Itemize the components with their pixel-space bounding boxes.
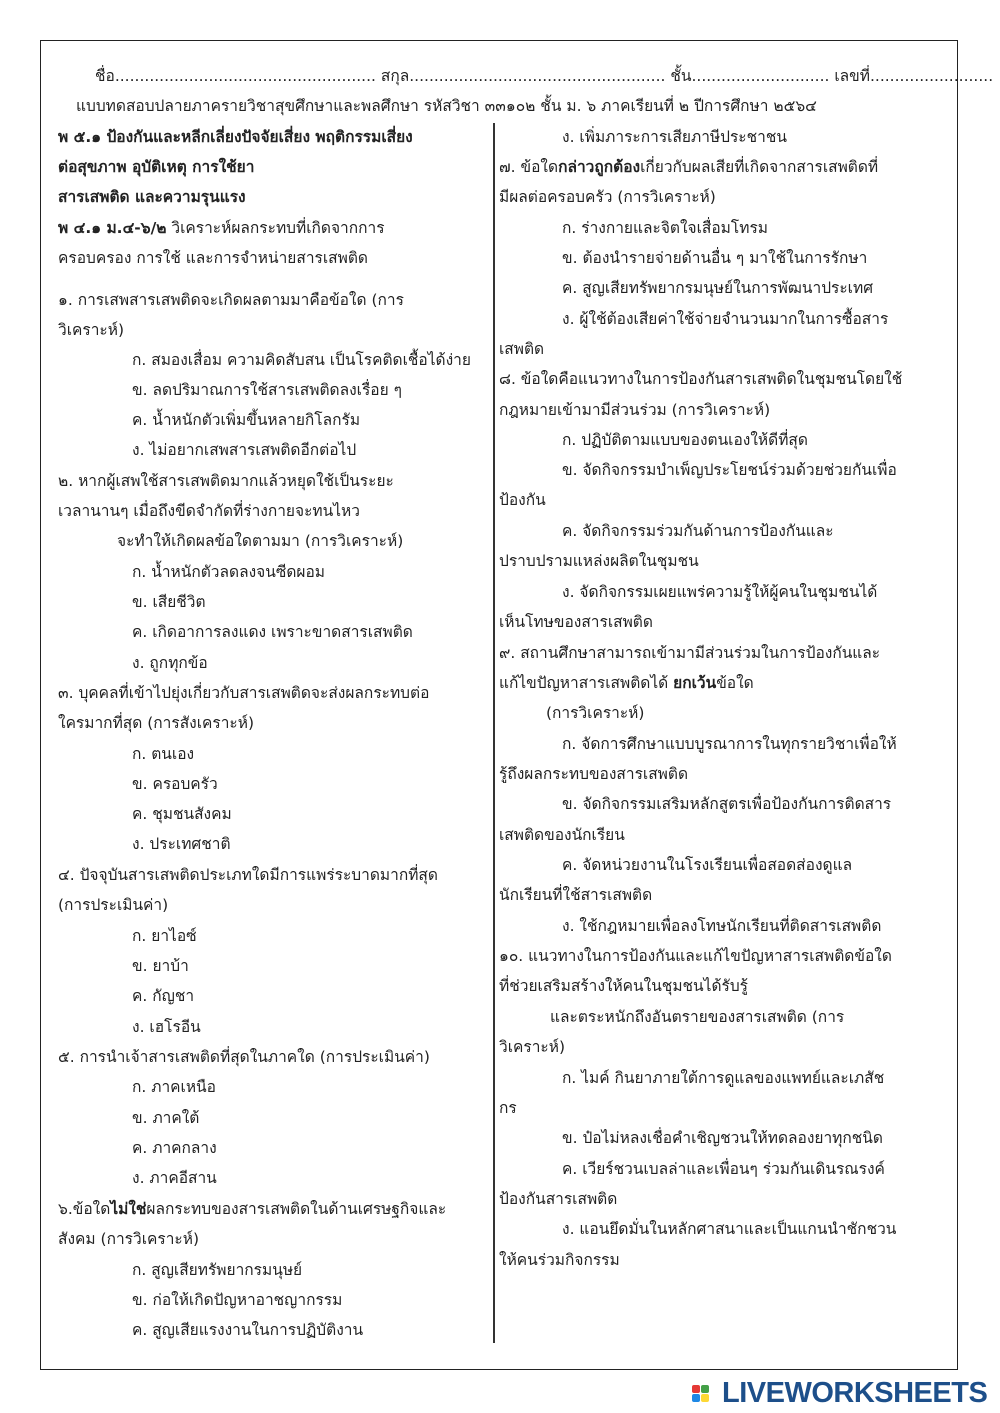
answer-option-wrap: เห็นโทษของสารเสพติด	[499, 613, 653, 631]
answer-option[interactable]: ง. เพิ่มภาระการเสียภาษีประชาชน	[562, 128, 787, 146]
answer-option[interactable]: ค. กัญชา	[132, 987, 195, 1005]
question-line: ที่ช่วยเสริมสร้างให้คนในชุมชนได้รับรู้	[499, 977, 748, 995]
answer-option-wrap: รู้ถึงผลกระทบของสารเสพติด	[499, 765, 689, 783]
question-line: ๑๐. แนวทางในการป้องกันและแก้ไขปัญหาสารเสพติดข้อใด	[499, 947, 892, 965]
question-line: มีผลต่อครอบครัว (การวิเคราะห์)	[499, 188, 716, 206]
answer-option[interactable]: ก. น้ำหนักตัวลดลงจนซีดผอม	[132, 563, 326, 581]
answer-option[interactable]: ง. ถูกทุกข้อ	[132, 654, 208, 672]
answer-option[interactable]: ค. เกิดอาการลงแดง เพราะขาดสารเสพติด	[132, 623, 413, 641]
question-line: วิเคราะห์)	[499, 1038, 565, 1056]
answer-option[interactable]: ข. ลดปริมาณการใช้สารเสพติดลงเรื่อย ๆ	[132, 381, 402, 399]
question-line: และตระหนักถึงอันตรายของสารเสพติด (การ	[550, 1008, 845, 1026]
answer-option[interactable]: ข. จัดกิจกรรมเสริมหลักสูตรเพื่อป้องกันการติดสาร	[562, 795, 892, 813]
q6-suffix: ผลกระทบของสารเสพติดในด้านเศรษฐกิจและ	[146, 1200, 447, 1218]
standard-line-2: ต่อสุขภาพ อุบัติเหตุ การใช้ยา	[58, 158, 255, 176]
liveworksheets-logo[interactable]	[690, 1378, 987, 1408]
question-line: ๔. ปัจจุบันสารเสพติดประเภทใดมีการแพร่ระบาดมากที่สุด	[58, 866, 438, 884]
indicator-code: พ ๔.๑ ม.๔-๖/๒	[58, 219, 167, 237]
answer-option[interactable]: ก. สมองเสื่อม ความคิดสับสน เป็นโรคติดเชื้อได้ง่าย	[132, 351, 471, 369]
answer-option[interactable]: ก. สูญเสียทรัพยากรมนุษย์	[132, 1261, 303, 1279]
answer-option[interactable]: ค. จัดกิจกรรมร่วมกันด้านการป้องกันและ	[562, 522, 834, 540]
indicator-line-2: ครอบครอง การใช้ และการจำหน่ายสารเสพติด	[58, 249, 368, 267]
answer-option[interactable]: ง. เฮโรอีน	[132, 1018, 201, 1036]
answer-option[interactable]: ข. จัดกิจกรรมบำเพ็ญประโยชน์ร่วมด้วยช่วยกันเพื่อ	[562, 461, 897, 479]
standard-line-1: พ ๕.๑ ป้องกันและหลีกเลี่ยงปัจจัยเสี่ยง พฤติกรรมเสี่ยง	[58, 128, 413, 146]
question-line: ๘. ข้อใดคือแนวทางในการป้องกันสารเสพติดในชุมชนโดยใช้	[499, 370, 903, 388]
question-line: เวลานานๆ เมื่อถึงขีดจำกัดที่ร่างกายจะทนไหว	[58, 502, 360, 520]
answer-option-wrap: กร	[499, 1099, 517, 1117]
indicator-line	[58, 218, 385, 238]
answer-option[interactable]: ก. ยาไอซ์	[132, 927, 197, 945]
column-divider	[493, 123, 495, 1343]
q9-suffix: ข้อใด	[716, 674, 754, 692]
answer-option[interactable]: ข. ก่อให้เกิดปัญหาอาชญากรรม	[132, 1291, 343, 1309]
question-line: สังคม (การวิเคราะห์)	[58, 1230, 199, 1248]
answer-option[interactable]: ข. ป๋อไม่หลงเชื่อคำเชิญชวนให้ทดลองยาทุกชนิด	[562, 1129, 883, 1147]
q9-prefix: แก้ไขปัญหาสารเสพติดได้	[499, 674, 674, 692]
question-6	[58, 1199, 446, 1219]
question-line: (การประเมินค่า)	[58, 896, 169, 914]
answer-option[interactable]: ข. ภาคใต้	[132, 1109, 200, 1127]
liveworksheets-logo-text: LIVEWORKSHEETS	[722, 1377, 988, 1409]
answer-option[interactable]: ข. เสียชีวิต	[132, 593, 206, 611]
answer-option[interactable]: ก. ภาคเหนือ	[132, 1078, 216, 1096]
q6-prefix: ๖.ข้อใด	[58, 1200, 111, 1218]
answer-option[interactable]: ค. สูญเสียทรัพยากรมนุษย์ในการพัฒนาประเทศ	[562, 279, 874, 297]
q7-suffix: เกี่ยวกับผลเสียที่เกิดจากสารเสพติดที่	[640, 158, 879, 176]
answer-option[interactable]: ง. แอนยึดมั่นในหลักศาสนาและเป็นแกนนำชักชวน	[562, 1220, 897, 1238]
answer-option[interactable]: ค. เวียร์ชวนเบลล่าและเพื่อนๆ ร่วมกันเดินรณรงค์	[562, 1160, 885, 1178]
answer-option[interactable]: ก. ไมค์ กินยาภายใต้การดูแลของแพทย์และเภสัช	[562, 1069, 885, 1087]
q7-emphasis: กล่าวถูกต้อง	[558, 158, 641, 176]
question-line: (การวิเคราะห์)	[546, 704, 645, 722]
answer-option[interactable]: ข. ยาบ้า	[132, 957, 189, 975]
question-line: ๒. หากผู้เสพใช้สารเสพติดมากแล้วหยุดใช้เป็นระยะ	[58, 472, 394, 490]
answer-option[interactable]: ก. ตนเอง	[132, 745, 195, 763]
answer-option[interactable]: ง. ประเทศชาติ	[132, 835, 231, 853]
student-info-line[interactable]: ชื่อ..................................................... สกุล.................................................... ชั้น............................ เลขที่.........................	[95, 67, 994, 85]
answer-option-wrap: ให้คนร่วมกิจกรรม	[499, 1251, 620, 1269]
answer-option[interactable]: ง. ใช้กฎหมายเพื่อลงโทษนักเรียนที่ติดสารเสพติด	[562, 917, 882, 935]
q6-emphasis: ไม่ใช่	[110, 1200, 147, 1218]
exam-title: แบบทดสอบปลายภาครายวิชาสุขศึกษาและพลศึกษา รหัสวิชา ๓๓๑๐๒ ชั้น ม. ๖ ภาคเรียนที่ ๒ ปีการศึกษา ๒๕๖๔	[76, 97, 817, 115]
answer-option[interactable]: ข. ครอบครัว	[132, 775, 218, 793]
answer-option-wrap: เสพติด	[499, 340, 545, 358]
answer-option[interactable]: ก. ร่างกายและจิตใจเสื่อมโทรม	[562, 219, 768, 237]
answer-option-wrap: ปราบปรามแหล่งผลิตในชุมชน	[499, 552, 699, 570]
liveworksheets-logo-icon	[690, 1379, 718, 1407]
question-9-line-2	[499, 673, 754, 693]
answer-option[interactable]: ค. ภาคกลาง	[132, 1139, 217, 1157]
answer-option-wrap: เสพติดของนักเรียน	[499, 826, 625, 844]
question-line: วิเคราะห์)	[58, 321, 124, 339]
answer-option[interactable]: ง. ผู้ใช้ต้องเสียค่าใช้จ่ายจำนวนมากในการซื้อสาร	[562, 310, 889, 328]
answer-option-wrap: นักเรียนที่ใช้สารเสพติด	[499, 886, 653, 904]
answer-option-wrap: ป้องกัน	[499, 491, 546, 509]
standard-line-3: สารเสพติด และความรุนแรง	[58, 188, 246, 206]
q9-emphasis: ยกเว้น	[673, 674, 717, 692]
indicator-text: วิเคราะห์ผลกระทบที่เกิดจากการ	[166, 219, 385, 237]
answer-option[interactable]: ง. จัดกิจกรรมเผยแพร่ความรู้ให้ผู้คนในชุมชนได้	[562, 583, 878, 601]
answer-option[interactable]: ค. น้ำหนักตัวเพิ่มขึ้นหลายกิโลกรัม	[132, 411, 361, 429]
answer-option[interactable]: ค. สูญเสียแรงงานในการปฏิบัติงาน	[132, 1321, 364, 1339]
question-line: ๕. การนำเจ้าสารเสพติดที่สุดในภาคใด (การประเมินค่า)	[58, 1048, 430, 1066]
question-line: ๑. การเสพสารเสพติดจะเกิดผลตามมาคือข้อใด (การ	[58, 291, 404, 309]
question-line: จะทำให้เกิดผลข้อใดตามมา (การวิเคราะห์)	[117, 532, 404, 550]
answer-option[interactable]: ค. ชุมชนสังคม	[132, 805, 232, 823]
answer-option[interactable]: ก. จัดการศึกษาแบบบูรณาการในทุกรายวิชาเพื่อให้	[562, 735, 897, 753]
question-line: กฎหมายเข้ามามีส่วนร่วม (การวิเคราะห์)	[499, 401, 771, 419]
question-line: ๓. บุคคลที่เข้าไปยุ่งเกี่ยวกับสารเสพติดจะส่งผลกระทบต่อ	[58, 684, 430, 702]
question-line: ๙. สถานศึกษาสามารถเข้ามามีส่วนร่วมในการป้องกันและ	[499, 644, 881, 662]
answer-option[interactable]: ง. ภาคอีสาน	[132, 1169, 217, 1187]
question-line: ใครมากที่สุด (การสังเคราะห์)	[58, 714, 255, 732]
q7-prefix: ๗. ข้อใด	[499, 158, 559, 176]
answer-option[interactable]: ง. ไม่อยากเสพสารเสพติดอีกต่อไป	[132, 441, 357, 459]
answer-option[interactable]: ข. ต้องนำรายจ่ายด้านอื่น ๆ มาใช้ในการรักษา	[562, 249, 868, 267]
answer-option-wrap: ป้องกันสารเสพติด	[499, 1190, 618, 1208]
question-7	[499, 157, 878, 177]
answer-option[interactable]: ก. ปฏิบัติตามแบบของตนเองให้ดีที่สุด	[562, 431, 808, 449]
answer-option[interactable]: ค. จัดหน่วยงานในโรงเรียนเพื่อสอดส่องดูแล	[562, 856, 853, 874]
